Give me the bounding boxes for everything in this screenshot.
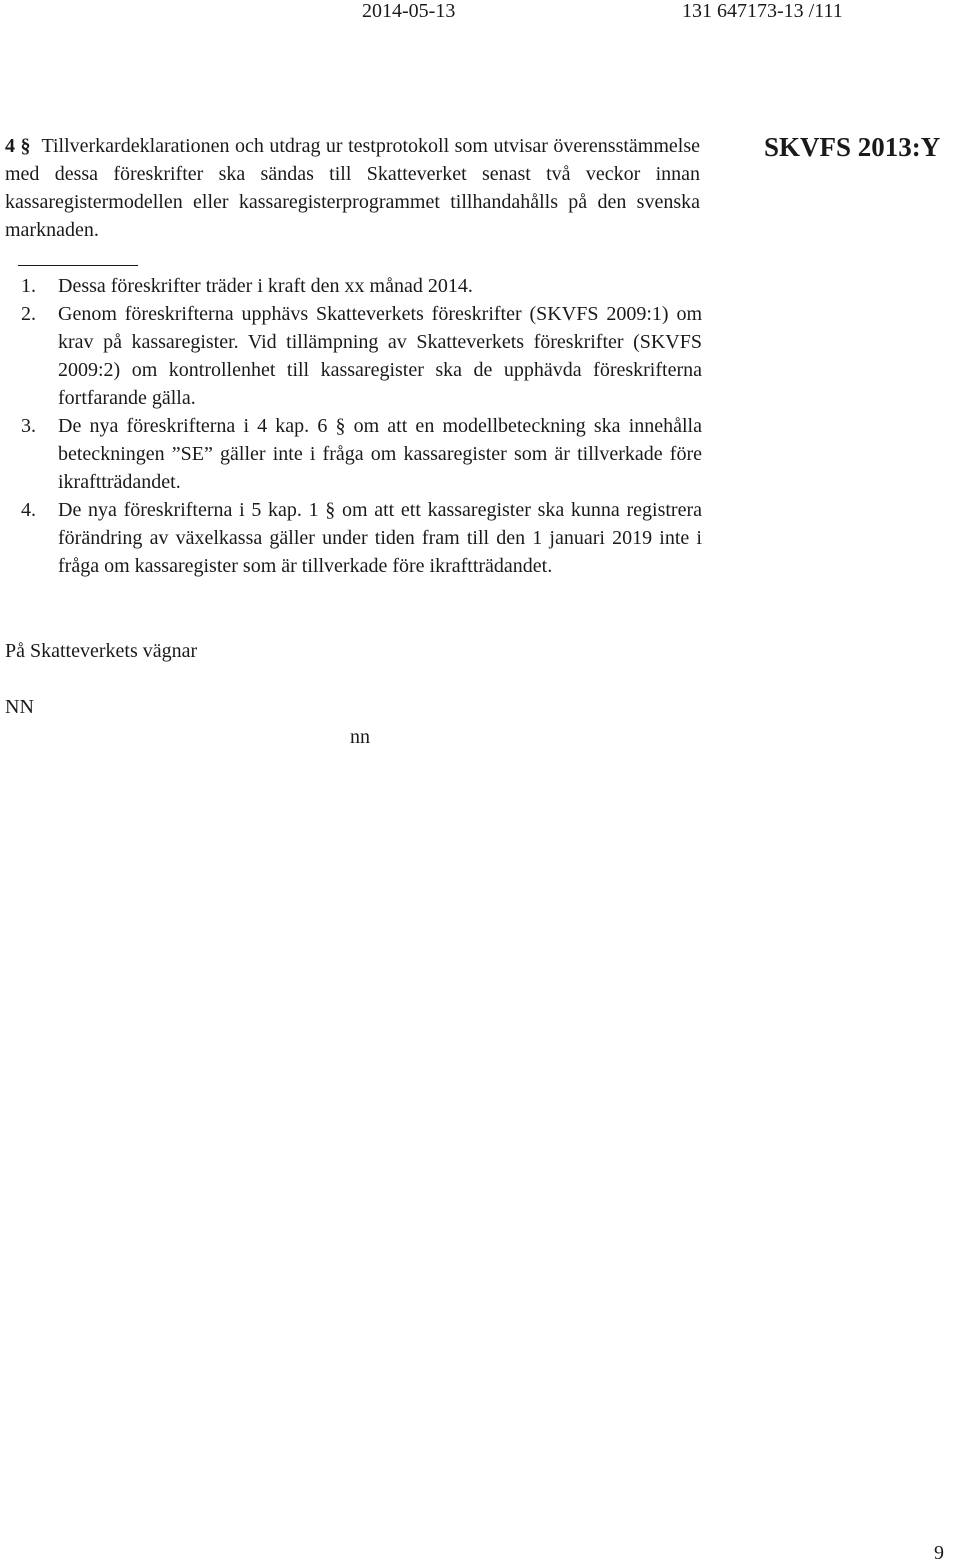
item-number: 4. — [21, 499, 36, 521]
document-code: SKVFS 2013:Y — [764, 132, 941, 162]
list-item — [18, 272, 702, 300]
header-reference: 131 647173-13 /111 — [682, 0, 843, 22]
list-item — [18, 300, 702, 412]
footnote-divider — [18, 265, 138, 266]
co-signatory-name: nn — [350, 726, 370, 748]
page-header — [0, 0, 960, 26]
item-text: Dessa föreskrifter träder i kraft den xx månad 2014. — [58, 275, 473, 297]
section-4-paragraph — [5, 132, 700, 244]
item-number: 1. — [21, 275, 36, 297]
item-number: 3. — [21, 415, 36, 437]
signature-line: På Skatteverkets vägnar — [5, 640, 198, 662]
section-text: Tillverkardeklarationen och utdrag ur testprotokoll som utvisar överensstämmelse med dessa föreskrifter ska sändas till Skatteverket senast två veckor innan kassaregistermodellen eller kassaregisterprogrammet tillhandahålls på den svenska marknaden. — [5, 135, 700, 241]
item-text: De nya föreskrifterna i 5 kap. 1 § om att ett kassaregister ska kunna registrera förändring av växelkassa gäller under tiden fram till den 1 januari 2019 inte i fråga om kassaregister som är tillverkade före ikraftträdandet. — [58, 499, 702, 577]
item-text: Genom föreskrifterna upphävs Skatteverkets föreskrifter (SKVFS 2009:1) om krav på kassaregister. Vid tillämpning av Skatteverkets föreskrifter (SKVFS 2009:2) om kontrollenhet till kassaregister ska de upphävda föreskrifterna fortfarande gälla. — [58, 303, 702, 409]
header-date: 2014-05-13 — [362, 0, 456, 22]
page-number: 9 — [934, 1542, 944, 1564]
list-item — [18, 496, 702, 580]
transitional-provisions-list — [18, 272, 702, 580]
section-number: 4 § — [5, 135, 31, 157]
signatory-name: NN — [5, 696, 34, 718]
item-number: 2. — [21, 303, 36, 325]
list-item — [18, 412, 702, 496]
item-text: De nya föreskrifterna i 4 kap. 6 § om att en modellbeteckning ska innehålla beteckningen ”SE” gäller inte i fråga om kassaregister som är tillverkade före ikraftträdandet. — [58, 415, 702, 493]
